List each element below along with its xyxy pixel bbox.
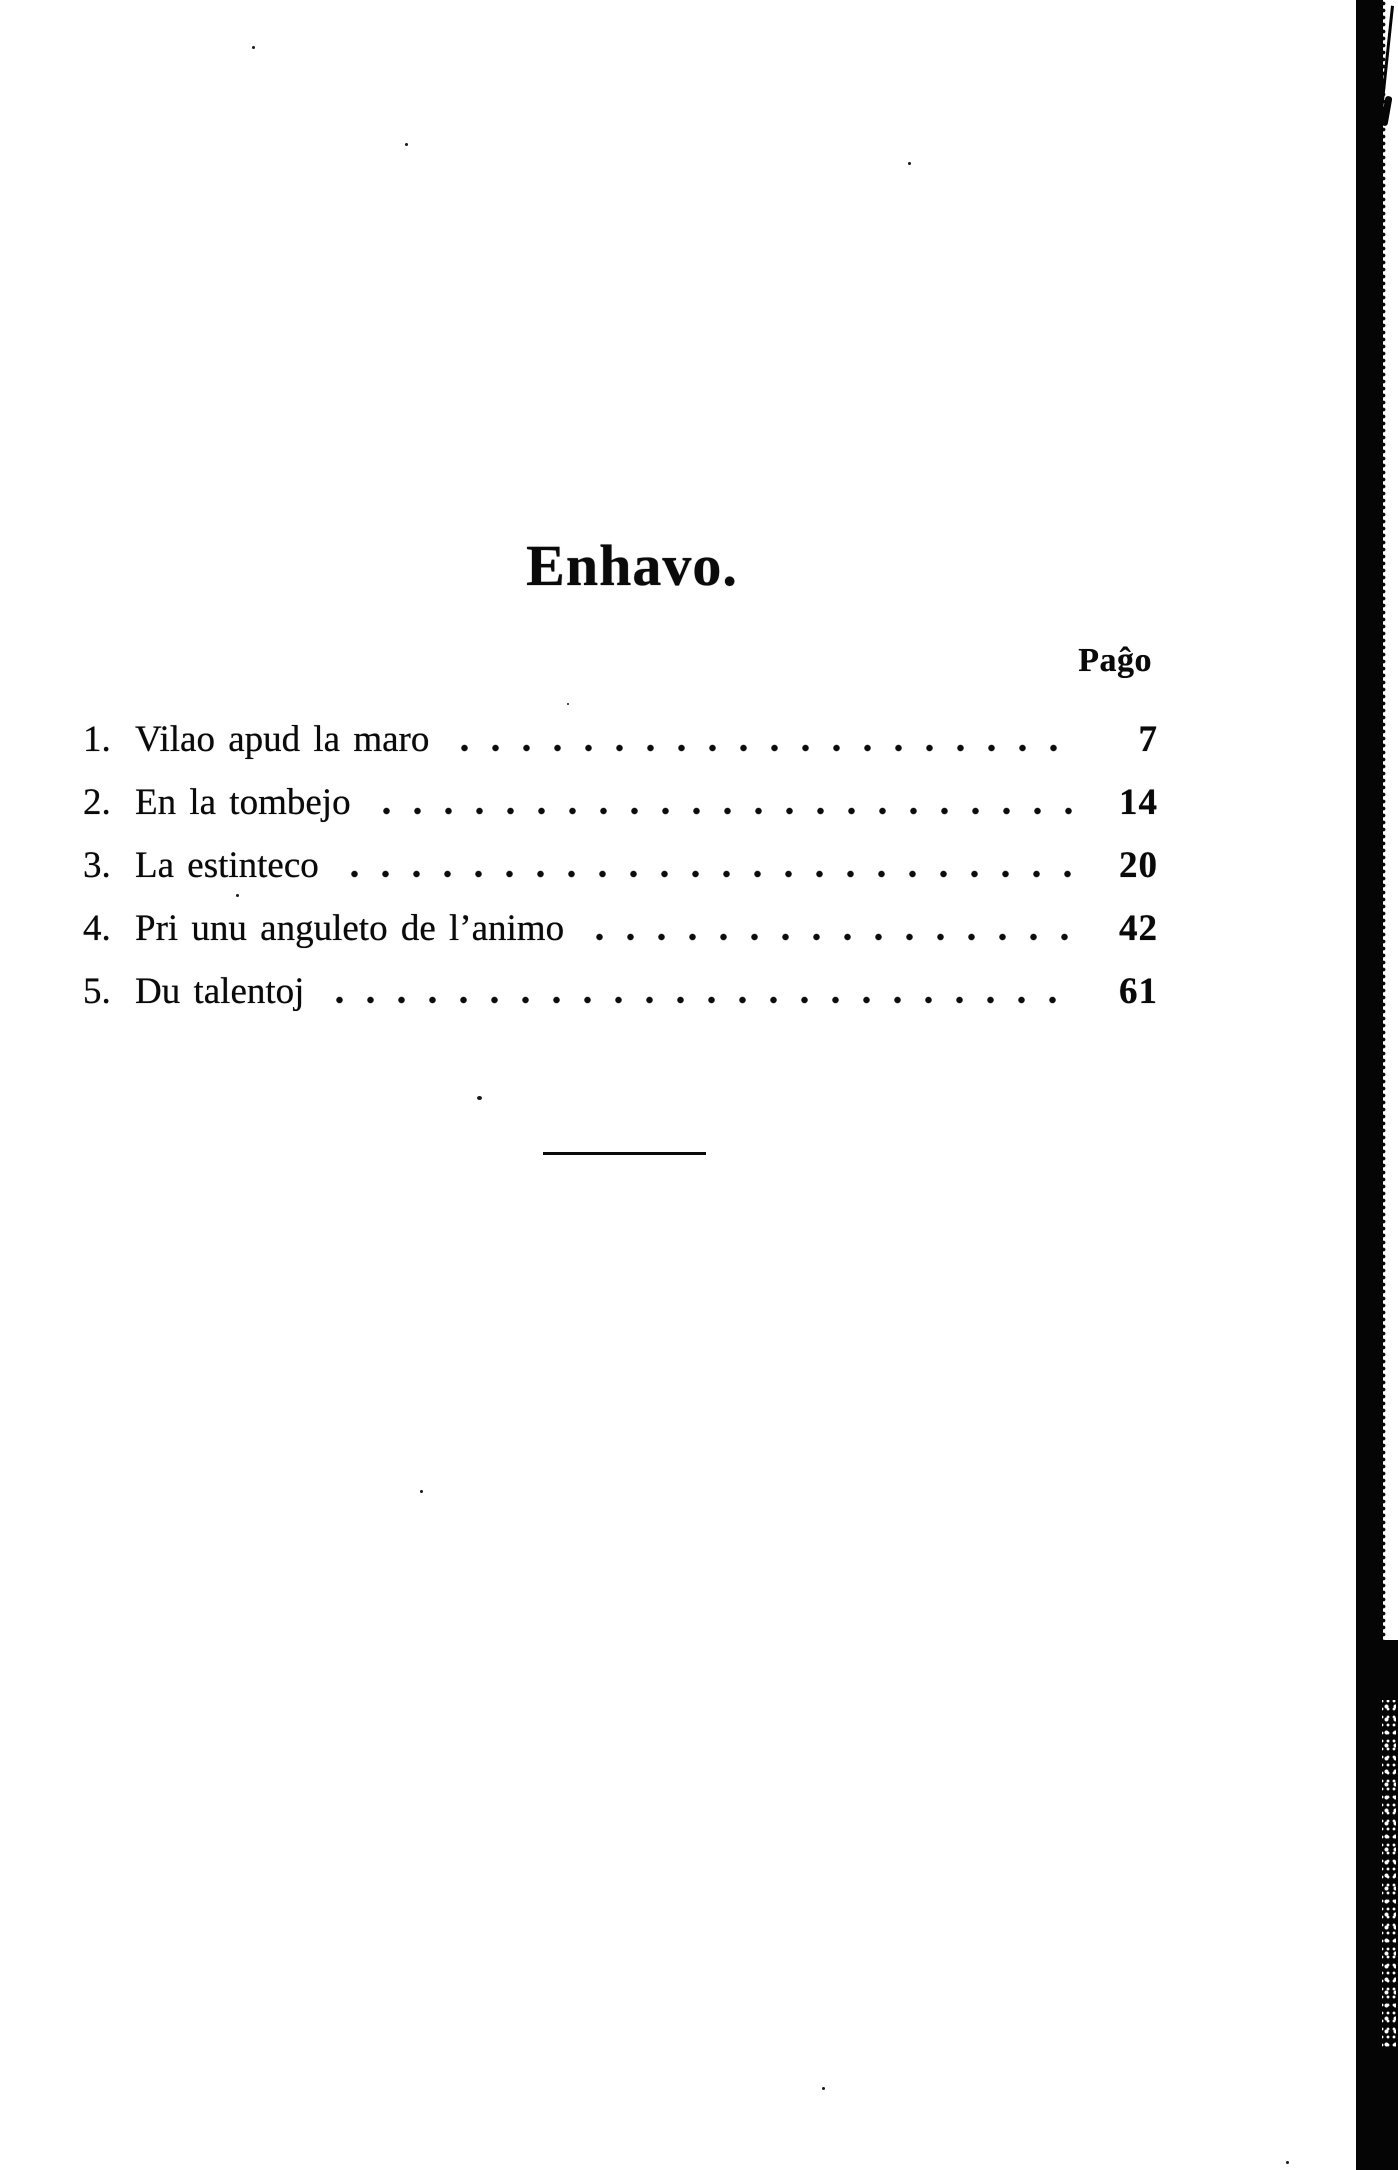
scan-speckle-noise xyxy=(1382,1700,1396,2050)
section-divider-rule xyxy=(543,1152,706,1155)
dot-leader xyxy=(363,806,1080,816)
dot-leader xyxy=(441,743,1080,753)
toc-entry-page: 61 xyxy=(1119,971,1158,1013)
toc-row xyxy=(83,823,1158,886)
page-title: Enhavo. xyxy=(526,532,738,598)
toc-entry-title: En la tombejo xyxy=(135,782,351,824)
toc-entry-page: 7 xyxy=(1138,719,1158,761)
noise-speck xyxy=(567,703,569,705)
noise-speck xyxy=(908,162,911,165)
dot-leader xyxy=(331,869,1080,879)
toc-entry-number: 4. xyxy=(83,908,111,950)
toc-entry-title: Du talentoj xyxy=(135,971,305,1013)
toc-row xyxy=(83,886,1158,949)
toc-entry-number: 3. xyxy=(83,845,111,887)
toc-entry-title: Pri unu anguleto de l’animo xyxy=(135,908,565,950)
toc-entry-page: 14 xyxy=(1119,782,1158,824)
toc-entry-page: 20 xyxy=(1119,845,1158,887)
noise-speck xyxy=(236,894,239,897)
dot-leader xyxy=(316,995,1080,1005)
toc-row xyxy=(83,949,1158,1012)
toc-entry-number: 2. xyxy=(83,782,111,824)
toc-row xyxy=(83,697,1158,760)
noise-speck xyxy=(420,1490,423,1493)
table-of-contents xyxy=(83,697,1158,1012)
toc-entry-page: 42 xyxy=(1119,908,1158,950)
noise-speck xyxy=(477,1096,482,1100)
toc-entry-title: La estinteco xyxy=(135,845,319,887)
noise-speck xyxy=(405,143,408,146)
page-column-label: Paĝo xyxy=(1078,642,1152,679)
noise-speck xyxy=(252,46,255,49)
toc-entry-number: 5. xyxy=(83,971,111,1013)
noise-speck xyxy=(822,2087,825,2090)
noise-speck xyxy=(1286,2161,1289,2164)
toc-entry-number: 1. xyxy=(83,719,111,761)
toc-row xyxy=(83,760,1158,823)
toc-entry-title: Vilao apud la maro xyxy=(135,719,430,761)
dot-leader xyxy=(576,932,1080,942)
